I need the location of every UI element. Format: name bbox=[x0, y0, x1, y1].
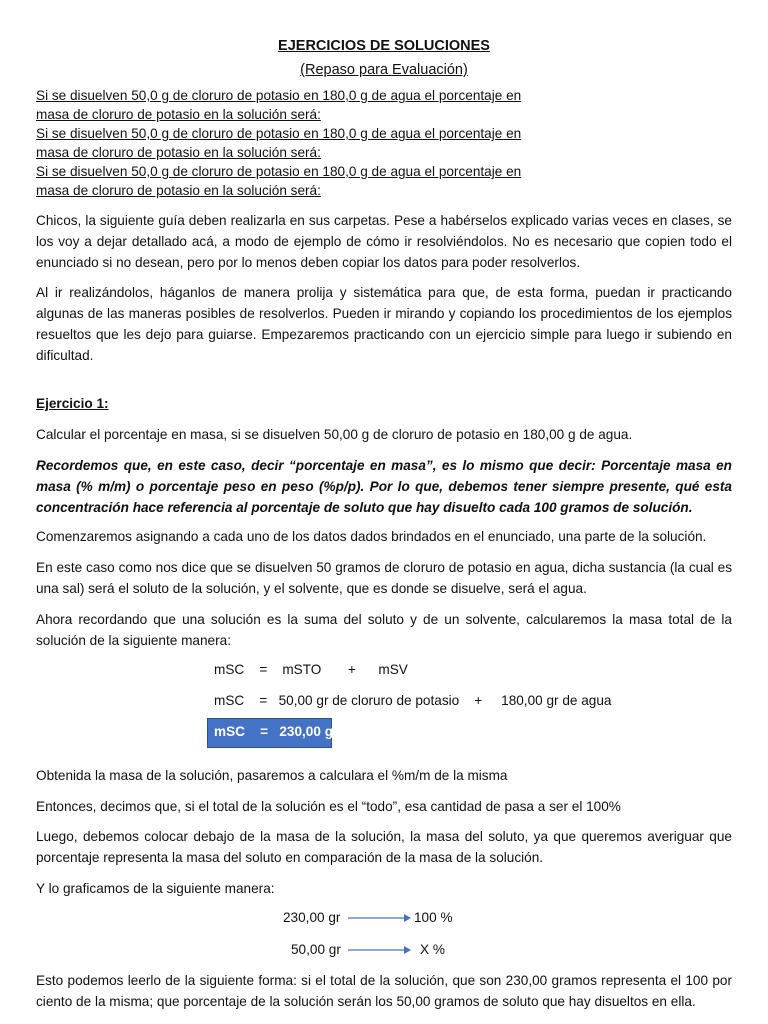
equation-general: mSC = mSTO + mSV bbox=[214, 662, 408, 677]
solute-solvent-paragraph: En este caso como nos dice que se disuelven 50 gramos de cloruro de potasio en agua, dicha sustancia (la cual es una sal) será el soluto de la solución, y el solvente, que es donde se disuelve, será el agua. bbox=[36, 560, 732, 596]
document-title: EJERCICIOS DE SOLUCIONES bbox=[278, 38, 490, 54]
right-arrow-icon bbox=[348, 912, 412, 924]
equation-values: mSC = 50,00 gr de cloruro de potasio + 180,00 gr de agua bbox=[214, 693, 612, 708]
intro-paragraph-2: Al ir realizándolos, háganlos de manera prolija y sistemática para que, de esta forma, puedan ir practicando algunas de las maneras posibles de resolverlos. Pueden ir mirando y copiando los procedimientos de los ejemplos resueltos que les dejo para guiarse. Empezaremos practicando con un ejercicio simple para luego ir subiendo en dificultad. bbox=[36, 285, 732, 363]
right-arrow-icon bbox=[348, 944, 412, 956]
graph-paragraph: Y lo graficamos de la siguiente manera: bbox=[36, 881, 275, 896]
rule-row-1-right: 100 % bbox=[414, 910, 453, 925]
statement-line: Si se disuelven 50,0 g de cloruro de potasio en 180,0 g de agua el porcentaje en bbox=[36, 164, 522, 179]
statement-line: Si se disuelven 50,0 g de cloruro de potasio en 180,0 g de agua el porcentaje en bbox=[36, 126, 522, 141]
rule-row-2 bbox=[291, 940, 341, 960]
below-paragraph: Luego, debemos colocar debajo de la masa de la solución, la masa del soluto, ya que queremos averiguar que porcentaje representa la masa del soluto en comparación de la masa de la solución. bbox=[36, 829, 732, 865]
rule-row-1-left: 230,00 gr bbox=[283, 910, 341, 925]
intro-paragraph-1: Chicos, la siguiente guía deben realizarla en sus carpetas. Pese a habérselos explicado varias veces en clases, se los voy a dejar detallado acá, a modo de ejemplo de cómo ir resolviéndolos. No es necesario que copien todo el enunciado si no desean, pero por lo menos deben copiar los datos para poder resolverlos. bbox=[36, 213, 732, 270]
reading-paragraph: Esto podemos leerlo de la siguiente forma: si el total de la solución, que son 230,00 gramos representa el 100 por ciento de la misma; que porcentaje de la solución serán los 50,00 gramos de soluto que hay disueltos en ella. bbox=[36, 973, 732, 1009]
statement-line: masa de cloruro de potasio en la solución será: bbox=[36, 107, 321, 122]
document-subtitle: (Repaso para Evaluación) bbox=[300, 62, 468, 78]
exercise-heading: Ejercicio 1: bbox=[36, 396, 109, 411]
total-paragraph: Entonces, decimos que, si el total de la solución es el “todo”, esa cantidad de pasa a ser el 100% bbox=[36, 799, 621, 814]
rule-row-2-right: X % bbox=[420, 942, 445, 957]
statement-line: masa de cloruro de potasio en la solución será: bbox=[36, 183, 321, 198]
result-highlight bbox=[207, 718, 339, 748]
statement-line: masa de cloruro de potasio en la solución será: bbox=[36, 145, 321, 160]
exercise-statement: Calcular el porcentaje en masa, si se disuelven 50,00 g de cloruro de potasio en 180,00 g de agua. bbox=[36, 427, 633, 442]
rule-row-1 bbox=[283, 908, 340, 928]
equation-result: mSC = 230,00 gr bbox=[214, 724, 339, 739]
obtained-paragraph: Obtenida la masa de la solución, pasaremos a calculara el %m/m de la misma bbox=[36, 768, 508, 783]
solution-sum-paragraph: Ahora recordando que una solución es la suma del soluto y de un solvente, calcularemos la masa total de la solución de la siguiente manera: bbox=[36, 612, 732, 648]
rule-row-2-right-wrap bbox=[420, 940, 445, 960]
rule-row-2-left: 50,00 gr bbox=[291, 942, 341, 957]
rule-row-1-right-wrap bbox=[414, 908, 453, 928]
assign-paragraph: Comenzaremos asignando a cada uno de los datos dados brindados en el enunciado, una parte de la solución. bbox=[36, 529, 707, 544]
concentration-reminder: Recordemos que, en este caso, decir “porcentaje en masa”, es lo mismo que decir: Porcentaje masa en masa (% m/m) o porcentaje peso en peso (%p/p). Por lo que, debemos tener siempre presente, qué esta concentración hace referencia al porcentaje de soluto que hay disuelto cada 100 gramos de solución. bbox=[36, 458, 732, 515]
statement-line: Si se disuelven 50,0 g de cloruro de potasio en 180,0 g de agua el porcentaje en bbox=[36, 88, 522, 103]
underlined-statement-block bbox=[36, 86, 536, 200]
